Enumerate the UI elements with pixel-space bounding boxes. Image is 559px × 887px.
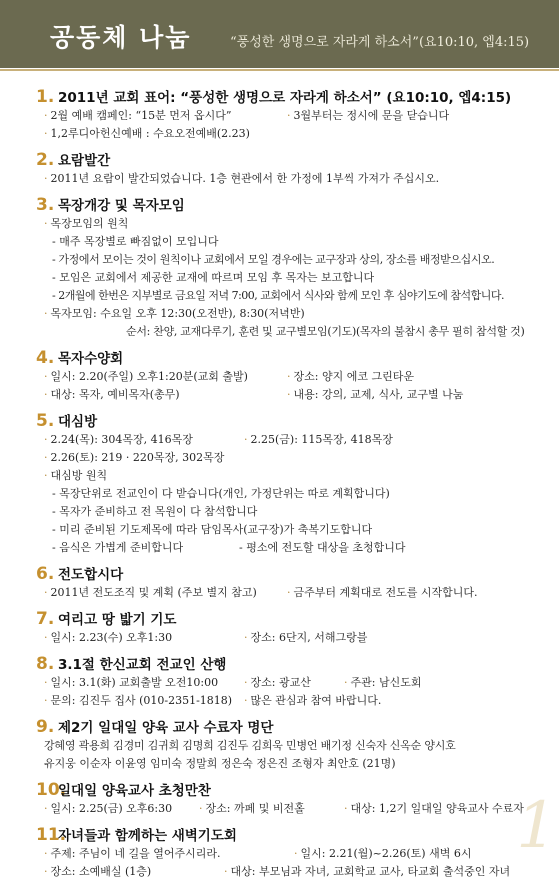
name-list: 강혜영 곽용희 김경미 김귀희 김명희 김진두 김희욱 민병언 배기정 신숙자 신옥순 양시호 <box>44 739 456 752</box>
announcement-4 <box>36 347 536 404</box>
section-title: 제2기 일대일 양육 교사 수료자 명단 <box>58 720 274 736</box>
item: · 일시: 3.1(화) 교회출발 오전10:00 <box>44 674 244 692</box>
section-title: 목자수양회 <box>58 351 124 367</box>
item: - 모임은 교회에서 제공한 교재에 따르며 모임 후 목자는 보고합니다 <box>52 271 375 284</box>
item: - 매주 목장별로 빠짐없이 모입니다 <box>52 235 219 248</box>
section-number: 2. <box>36 150 55 170</box>
item: - 2개월에 한번은 지부별로 금요일 저녁 7:00, 교회에서 식사와 함께 모인 후 심야기도에 참석합니다. <box>52 289 505 302</box>
page-header <box>0 0 559 68</box>
section-title: 여리고 땅 밟기 기도 <box>58 612 177 628</box>
section-number: 8. <box>36 654 55 674</box>
item: · 주관: 남신도회 <box>344 674 536 692</box>
item: · 대상: 1,2기 일대일 양육교사 수료자 <box>344 800 536 818</box>
announcement-1 <box>36 86 536 143</box>
item: · 금주부터 계획대로 전도를 시작합니다. <box>287 584 536 602</box>
item: · 일시: 2.25(금) 오후6:30 <box>44 800 199 818</box>
item: · 장소: 광교산 <box>244 674 344 692</box>
page-title: 공동체 나눔 <box>50 23 192 52</box>
section-title: 목장개강 및 목자모임 <box>58 198 185 214</box>
item: · 일시: 2.21(월)~2.26(토) 새벽 6시 <box>294 845 536 863</box>
item: · 목장모임의 원칙 <box>36 215 536 233</box>
item: · 주제: 주님이 네 길을 열어주시리라. <box>44 845 294 863</box>
item: · 목자모임: 수요일 오후 12:30(오전반), 8:30(저녁반) <box>36 305 536 323</box>
section-title: 2011년 교회 표어: “풍성한 생명으로 자라게 하소서” (요10:10, 엡4:15) <box>58 90 512 106</box>
section-number: 5. <box>36 411 55 431</box>
section-number: 7. <box>36 609 55 629</box>
item: - 목자가 준비하고 전 목원이 다 참석합니다 <box>52 505 258 518</box>
item: · 1,2루디아헌신예배 : 수요오전예배(2.23) <box>36 125 536 143</box>
announcement-11 <box>36 824 536 881</box>
section-number: 9. <box>36 717 55 737</box>
section-number: 4. <box>36 348 55 368</box>
section-title: 전도합시다 <box>58 567 124 583</box>
item: · 장소: 양지 에코 그린타운 <box>287 368 536 386</box>
section-number: 11. <box>36 825 67 845</box>
section-title: 일대일 양육교사 초청만찬 <box>58 783 211 799</box>
item: · 내용: 강의, 교제, 식사, 교구별 나눔 <box>287 386 536 404</box>
section-title: 3.1절 한신교회 전교인 산행 <box>58 657 227 673</box>
announcement-10 <box>36 779 536 818</box>
item: · 많은 관심과 참여 바랍니다. <box>244 692 536 710</box>
item: · 문의: 김진두 집사 (010-2351-1818) <box>44 692 244 710</box>
item: · 장소: 소예배실 (1층) <box>44 863 224 881</box>
section-title: 대심방 <box>58 414 98 430</box>
item: · 2.24(목): 304목장, 416목장 <box>44 431 244 449</box>
item: · 2011년 요람이 발간되었습니다. 1층 현관에서 한 가정에 1부씩 가져가 주십시오. <box>36 170 536 188</box>
section-number: 6. <box>36 564 55 584</box>
announcement-8 <box>36 653 536 710</box>
item: · 대심방 원칙 <box>36 467 536 485</box>
announcements <box>36 86 536 887</box>
announcement-5 <box>36 410 536 557</box>
item: · 2.25(금): 115목장, 418목장 <box>244 431 536 449</box>
item: · 2.26(토): 219 · 220목장, 302목장 <box>36 449 536 467</box>
item: · 2011년 전도조직 및 계획 (주보 별지 참고) <box>44 584 287 602</box>
announcement-7 <box>36 608 536 647</box>
section-number: 3. <box>36 195 55 215</box>
announcement-9 <box>36 716 536 773</box>
item: · 2월 예배 캠페인: “15분 먼저 옵시다” <box>44 107 287 125</box>
item: · 대상: 목자, 예비목자(총무) <box>44 386 287 404</box>
item: · 일시: 2.23(수) 오후1:30 <box>44 629 244 647</box>
announcement-2 <box>36 149 536 188</box>
section-title: 요람발간 <box>58 153 111 169</box>
item: - 음식은 가볍게 준비합니다 <box>52 541 184 554</box>
announcement-6 <box>36 563 536 602</box>
item: · 일시: 2.20(주일) 오후1:20분(교회 출발) <box>44 368 287 386</box>
item: - 가정에서 모이는 것이 원칙이나 교회에서 모일 경우에는 교구장과 상의, 장소를 배정받으십시오. <box>52 253 495 266</box>
item: · 장소: 6단지, 서해그랑블 <box>244 629 536 647</box>
item: · 3월부터는 정시에 문을 닫습니다 <box>287 107 536 125</box>
name-list: 유지웅 이순자 이윤영 임미숙 정말희 정은숙 정은진 조형자 최안호 (21명) <box>44 757 396 770</box>
item: - 목장단위로 전교인이 다 받습니다(개인, 가정단위는 따로 계획합니다) <box>52 487 390 500</box>
announcement-3 <box>36 194 536 341</box>
item: · 대상: 부모님과 자녀, 교회학교 교사, 타교회 출석중인 자녀 <box>224 863 536 881</box>
item: - 평소에 전도할 대상을 초청합니다 <box>239 541 406 554</box>
header-verse: “풍성한 생명으로 자라게 하소서”(요10:10, 엡4:15) <box>230 35 530 50</box>
item: 순서: 찬양, 교재다루기, 훈련 및 교구별모임(기도)(목자의 불참시 총무 필히 참석할 것) <box>126 325 525 338</box>
item: - 미리 준비된 기도제목에 따라 담임목사(교구장)가 축복기도합니다 <box>52 523 373 536</box>
section-number: 10. <box>36 780 67 800</box>
item: · 장소: 까페 및 비전홀 <box>199 800 344 818</box>
section-title: 자녀들과 함께하는 새벽기도회 <box>58 828 237 844</box>
page-number-decoration: 1 <box>516 789 557 863</box>
section-number: 1. <box>36 87 55 107</box>
header-divider <box>0 69 559 71</box>
